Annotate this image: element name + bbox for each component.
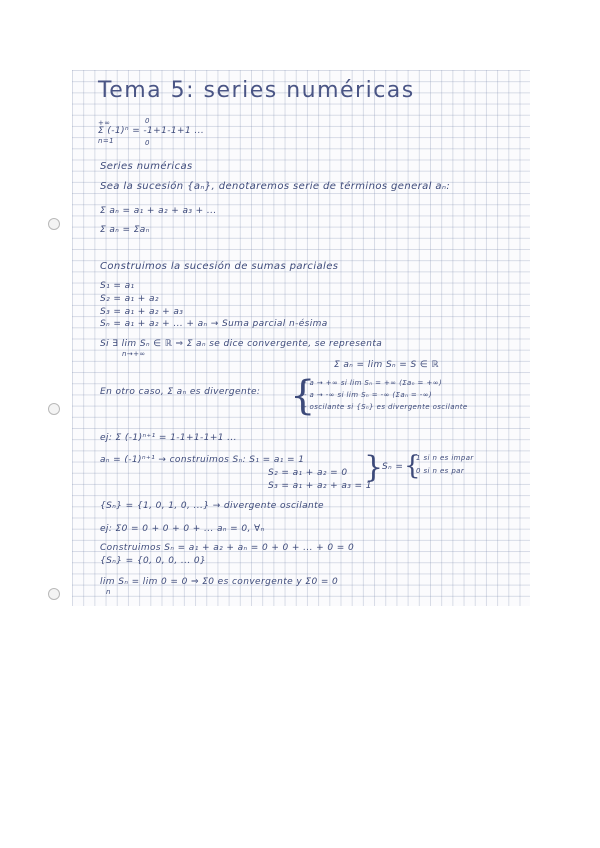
binder-hole <box>48 403 60 415</box>
final-limit-subscript: n <box>106 588 111 596</box>
general-term-definition: aₙ = (-1)ⁿ⁺¹ → construimos Sₙ: S₁ = a₁ = 1 <box>100 455 305 465</box>
definition-sucesion: Sea la sucesión {aₙ}, denotaremos serie de términos general aₙ: <box>100 181 451 192</box>
final-limit: lim Sₙ = lim 0 = 0 ⇒ Σ0 es convergente y Σ0 = 0 <box>100 577 339 587</box>
divergent-oscillating: - oscilante si {Sₙ} es divergente oscilante <box>304 403 468 411</box>
page-title: Tema 5: series numéricas <box>98 78 415 103</box>
heading-series: Series numéricas <box>100 161 193 172</box>
closing-brace: } <box>364 450 384 485</box>
binder-hole <box>48 588 60 600</box>
partial-sum-1: S₁ = a₁ <box>100 281 135 291</box>
cases-brace: { <box>404 451 421 481</box>
divergence-brace: { <box>290 373 316 419</box>
partial-sum-2-value: S₂ = a₁ + a₂ = 0 <box>268 468 348 478</box>
divergent-plus-infinity: - a → +∞ si lim Sₙ = +∞ (Σaₙ = +∞) <box>304 379 443 387</box>
definition-sum-2: Σ aₙ = Σaₙ <box>100 225 150 235</box>
binder-hole <box>48 218 60 230</box>
example-2: ej: Σ0 = 0 + 0 + 0 + ... aₙ = 0, ∀ₙ <box>100 524 265 534</box>
partial-sum-3-value: S₃ = a₁ + a₂ + a₃ = 1 <box>268 481 372 491</box>
sn-zero-sequence: {Sₙ} = {0, 0, 0, ... 0} <box>100 556 207 566</box>
convergence-condition: Si ∃ lim Sₙ ∈ ℝ ⇒ Σ aₙ se dice convergente, se representa <box>100 339 383 349</box>
sn-case-odd: 1 si n es impar <box>416 454 474 462</box>
sum-lower-limit: n=1 <box>98 137 114 145</box>
partial-sum-2: S₂ = a₁ + a₂ <box>100 294 159 304</box>
example-1: ej: Σ (-1)ⁿ⁺¹ = 1-1+1-1+1 ... <box>100 433 237 443</box>
sn-case-label: Sₙ = <box>382 462 404 472</box>
series-representation: Σ aₙ = lim Sₙ = S ∈ ℝ <box>334 360 439 370</box>
sn-sequence: {Sₙ} = {1, 0, 1, 0, ...} → divergente oscilante <box>100 501 324 511</box>
partial-sum-3: S₃ = a₁ + a₂ + a₃ <box>100 307 184 317</box>
definition-sum-1: Σ aₙ = a₁ + a₂ + a₃ + ... <box>100 206 217 216</box>
overbrace-value: 0 <box>145 117 150 125</box>
grid-paper-sheet <box>72 70 530 606</box>
underbrace-value: 0 <box>145 139 150 147</box>
divergent-intro: En otro caso, Σ aₙ es divergente: <box>100 387 261 397</box>
heading-partial-sums: Construimos la sucesión de sumas parciales <box>100 261 339 272</box>
divergent-minus-infinity: - a → -∞ si lim Sₙ = -∞ (Σaₙ = -∞) <box>304 391 433 399</box>
example-sum: Σ (-1)ⁿ = -1+1-1+1 ... <box>98 126 205 136</box>
limit-subscript: n→+∞ <box>122 350 146 358</box>
sum-upper-limit: +∞ <box>98 119 111 127</box>
construimos-sn: Construimos Sₙ = a₁ + a₂ + aₙ = 0 + 0 + ... + 0 = 0 <box>100 543 355 553</box>
sn-case-even: 0 si n es par <box>416 467 465 475</box>
partial-sum-n: Sₙ = a₁ + a₂ + ... + aₙ → Suma parcial n-ésima <box>100 319 328 329</box>
